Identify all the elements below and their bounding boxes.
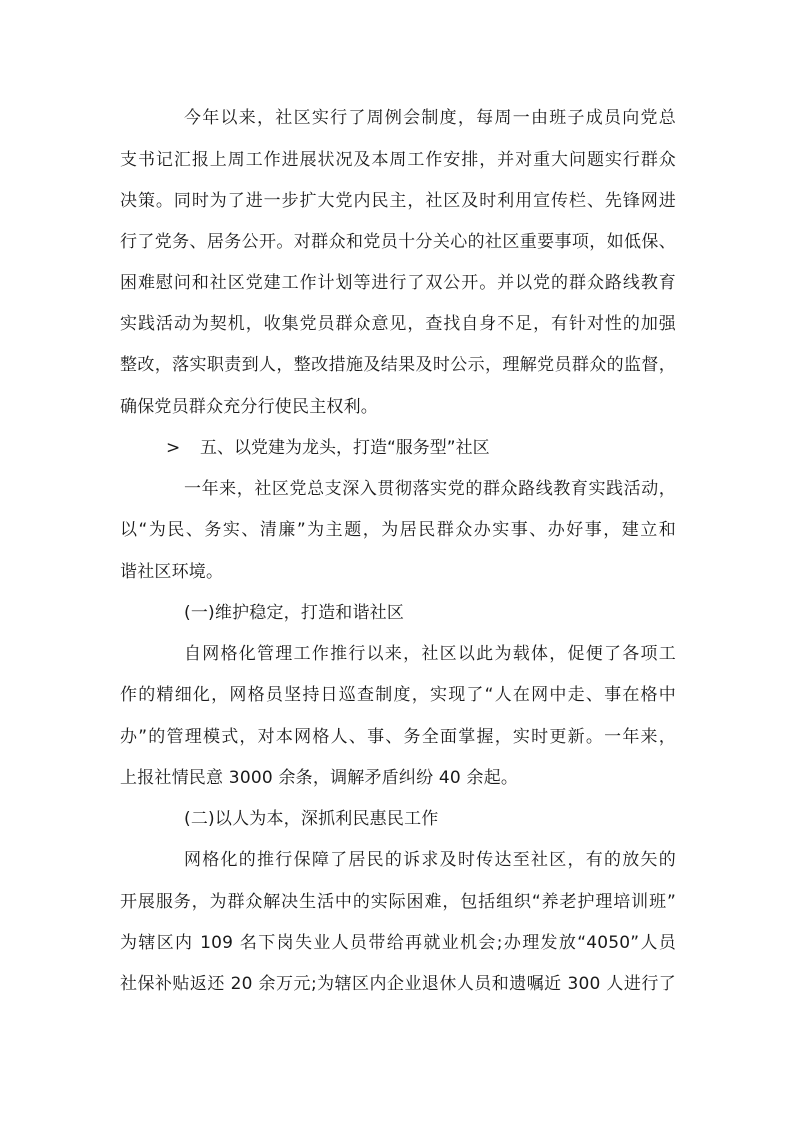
paragraph-3-line-3: 办”的管理模式，对本网格人、事、务全面掌握，实时更新。一年来，: [120, 727, 676, 747]
paragraph-1-line-7: 整改，落实职责到人，整改措施及结果及时公示，理解党员群众的监督，: [120, 355, 676, 375]
paragraph-3-line-1: 自网格化管理工作推行以来，社区以此为载体，促便了各项工: [184, 644, 676, 664]
paragraph-4-line-2: 开展服务，为群众解决生活中的实际困难，包括组织“养老护理培训班”: [120, 892, 676, 912]
section-heading-5: [166, 438, 490, 458]
paragraph-1-line-6: 实践活动为契机，收集党员群众意见，查找自身不足，有针对性的加强: [120, 314, 676, 334]
paragraph-1-line-1: 今年以来，社区实行了周例会制度，每周一由班子成员向党总: [184, 108, 676, 128]
paragraph-3-line-4: 上报社情民意 3000 余条，调解矛盾纠纷 40 余起。: [120, 768, 519, 788]
subsection-heading-1: (一)维护稳定，打造和谐社区: [184, 603, 405, 623]
bullet-marker: >: [166, 438, 181, 458]
paragraph-1-line-4: 行了党务、居务公开。对群众和党员十分关心的社区重要事项，如低保、: [120, 232, 676, 252]
subsection-heading-2: (二)以人为本，深抓利民惠民工作: [184, 809, 439, 829]
paragraph-4-line-4: 社保补贴返还 20 余万元;为辖区内企业退休人员和遗嘱近 300 人进行了: [120, 974, 676, 994]
paragraph-4-line-3: 为辖区内 109 名下岗失业人员带给再就业机会;办理发放“4050”人员: [120, 933, 676, 953]
paragraph-2-line-1: 一年来，社区党总支深入贯彻落实党的群众路线教育实践活动，: [184, 479, 676, 499]
paragraph-2-line-3: 谐社区环境。: [120, 562, 224, 582]
paragraph-4-line-1: 网格化的推行保障了居民的诉求及时传达至社区，有的放矢的: [184, 850, 676, 870]
paragraph-1-line-8: 确保党员群众充分行使民主权利。: [120, 397, 378, 417]
paragraph-1-line-3: 决策。同时为了进一步扩大党内民主，社区及时利用宣传栏、先锋网进: [120, 191, 676, 211]
paragraph-1-line-5: 困难慰问和社区党建工作计划等进行了双公开。并以党的群众路线教育: [120, 273, 676, 293]
paragraph-3-line-2: 作的精细化，网格员坚持日巡查制度，实现了“人在网中走、事在格中: [120, 685, 676, 705]
paragraph-1-line-2: 支书记汇报上周工作进展状况及本周工作安排，并对重大问题实行群众: [120, 150, 676, 170]
section-heading-5-title: 五、以党建为龙头，打造“服务型”社区: [200, 438, 490, 458]
paragraph-2-line-2: 以“为民、务实、清廉”为主题，为居民群众办实事、办好事，建立和: [120, 520, 676, 540]
